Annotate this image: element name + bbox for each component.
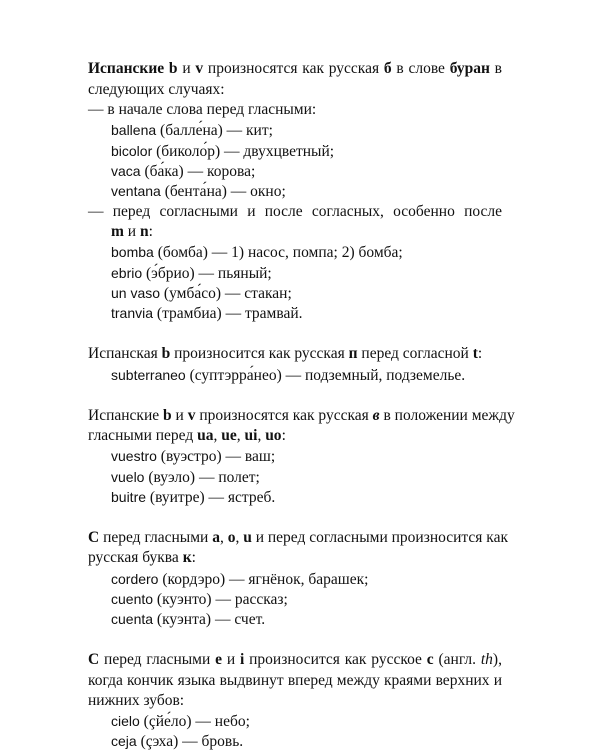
translation: (куэнто) — рассказ; bbox=[153, 591, 288, 608]
translation: (э́брио) — пьяный; bbox=[142, 265, 272, 282]
spanish-word: bomba bbox=[111, 244, 154, 260]
text-line bbox=[111, 569, 600, 590]
translation: (бомба) — 1) насос, помпа; 2) бомба; bbox=[153, 244, 403, 261]
translation: (биколо́р) — двухцветный; bbox=[152, 143, 335, 160]
translation: (кордэро) — ягнёнок, барашек; bbox=[158, 571, 369, 588]
text-line: Испанская b произносится как русская п перед согласной t: bbox=[88, 345, 483, 362]
text-line: Испанские b и v произносятся как русская в в положении между bbox=[88, 407, 515, 424]
text-line bbox=[111, 446, 600, 467]
text-line: гласными перед ua, ue, ui, uo: bbox=[88, 427, 286, 444]
text-line bbox=[111, 467, 600, 488]
spanish-word: ceja bbox=[111, 733, 137, 749]
spanish-word: ebrio bbox=[111, 265, 143, 281]
spanish-word: subterraneo bbox=[111, 367, 186, 383]
translation: (бента́на) — окно; bbox=[160, 183, 286, 200]
text-line: С перед гласными e и i произносится как русское с (англ. th), bbox=[88, 651, 502, 668]
spanish-word: buitre bbox=[111, 489, 147, 505]
translation: (балле́на) — кит; bbox=[156, 122, 273, 139]
text-line bbox=[111, 303, 600, 324]
translation: (вуэло) — полет; bbox=[144, 469, 260, 486]
spanish-word: vuelo bbox=[111, 469, 145, 485]
translation: (умба́со) — стакан; bbox=[160, 285, 292, 302]
text-line: нижних зубов: bbox=[88, 692, 185, 709]
spanish-word: ventana bbox=[111, 183, 161, 199]
spanish-word: bicolor bbox=[111, 143, 153, 159]
text-line bbox=[111, 120, 600, 141]
text-line bbox=[111, 711, 600, 732]
text-line bbox=[111, 283, 600, 304]
text-line bbox=[111, 263, 600, 284]
spanish-word: cuento bbox=[111, 591, 154, 607]
translation: (куэнта) — счет. bbox=[153, 611, 266, 628]
spanish-word: vaca bbox=[111, 163, 141, 179]
text-line: следующих случаях: bbox=[88, 81, 225, 98]
text-line bbox=[111, 487, 600, 508]
translation: (çйе́ло) — небо; bbox=[139, 713, 250, 730]
text-line bbox=[111, 365, 600, 386]
text-line bbox=[111, 589, 600, 610]
text-line: Испанские b и v произносятся как русская б в слове буран в bbox=[88, 60, 503, 77]
translation: (ба́ка) — корова; bbox=[140, 163, 256, 180]
translation: (вуитре) — ястреб. bbox=[146, 489, 276, 506]
text-line bbox=[111, 141, 600, 162]
text-line bbox=[111, 161, 600, 182]
spanish-word: tranvia bbox=[111, 305, 154, 321]
text-line bbox=[111, 181, 600, 202]
text-line bbox=[111, 731, 600, 752]
text-line bbox=[111, 242, 600, 263]
text-line: — в начале слова перед гласными: bbox=[88, 101, 317, 118]
text-line: С перед гласными a, o, u и перед согласными произносится как bbox=[88, 529, 508, 546]
translation: (вуэстро) — ваш; bbox=[156, 448, 276, 465]
spanish-word: vuestro bbox=[111, 448, 157, 464]
spanish-word: cordero bbox=[111, 571, 159, 587]
spanish-word: cielo bbox=[111, 713, 140, 729]
text-line: m и n: bbox=[111, 223, 153, 240]
spanish-word: un vaso bbox=[111, 285, 161, 301]
text-line: — перед согласными и после согласных, особенно после bbox=[88, 203, 502, 220]
translation: (çэха) — бровь. bbox=[136, 733, 244, 750]
translation: (суптэрра́нео) — подземный, подземелье. bbox=[185, 367, 466, 384]
text-line bbox=[111, 609, 600, 630]
spanish-word: cuenta bbox=[111, 611, 154, 627]
text-line: когда кончик языка выдвинут вперед между краями верхних и bbox=[88, 672, 502, 689]
text-line: русская буква к: bbox=[88, 549, 196, 566]
translation: (трамбиа) — трамвай. bbox=[153, 305, 303, 322]
spanish-word: ballena bbox=[111, 122, 157, 138]
